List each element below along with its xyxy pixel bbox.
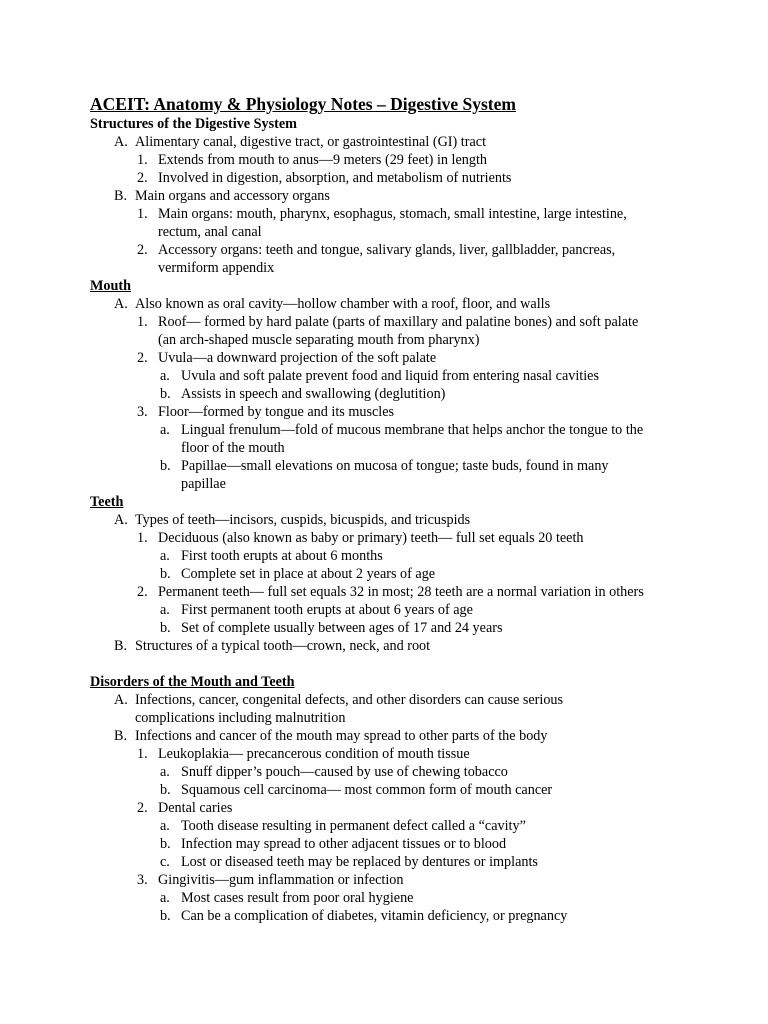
outline-text: Leukoplakia— precancerous condition of mouth tissue — [158, 746, 470, 762]
outline-marker: A. — [114, 134, 128, 150]
outline-item — [90, 691, 690, 709]
outline-item — [90, 619, 690, 637]
outline-item-continuation — [90, 439, 690, 457]
outline-text: Alimentary canal, digestive tract, or gastrointestinal (GI) tract — [135, 134, 487, 150]
outline-text: Gingivitis—gum inflammation or infection — [158, 872, 404, 888]
section-heading: Disorders of the Mouth and Teeth — [90, 674, 295, 690]
outline-item — [90, 313, 690, 331]
outline-marker: 2. — [137, 170, 148, 186]
outline-marker: a. — [160, 764, 170, 780]
outline-item — [90, 745, 690, 763]
outline-text: Complete set in place at about 2 years of age — [181, 566, 436, 582]
outline-marker: a. — [160, 368, 170, 384]
outline-text: Dental caries — [158, 800, 233, 816]
outline-text: Uvula and soft palate prevent food and liquid from entering nasal cavities — [181, 368, 600, 384]
outline-text: Assists in speech and swallowing (deglutition) — [181, 386, 446, 402]
outline-text: Tooth disease resulting in permanent defect called a “cavity” — [181, 818, 526, 834]
document-page — [90, 94, 690, 925]
outline-marker: b. — [160, 836, 171, 852]
outline-marker: 2. — [137, 350, 148, 366]
outline-text: Extends from mouth to anus—9 meters (29 feet) in length — [158, 152, 488, 168]
outline-text: papillae — [181, 476, 226, 492]
outline-text: (an arch-shaped muscle separating mouth from pharynx) — [158, 332, 480, 348]
outline-item — [90, 511, 690, 529]
blank-line — [90, 655, 690, 673]
notes-outline — [90, 115, 690, 925]
outline-marker: 1. — [137, 314, 148, 330]
outline-text: Lost or diseased teeth may be replaced by dentures or implants — [181, 854, 538, 870]
outline-text: Deciduous (also known as baby or primary) teeth— full set equals 20 teeth — [158, 530, 584, 546]
outline-item — [90, 295, 690, 313]
outline-text: Most cases result from poor oral hygiene — [181, 890, 414, 906]
outline-item — [90, 205, 690, 223]
outline-item — [90, 403, 690, 421]
outline-item — [90, 781, 690, 799]
outline-item-continuation — [90, 331, 690, 349]
outline-marker: 1. — [137, 206, 148, 222]
outline-item — [90, 241, 690, 259]
section-heading: Structures of the Digestive System — [90, 116, 297, 132]
outline-text: First tooth erupts at about 6 months — [181, 548, 383, 564]
outline-item — [90, 637, 690, 655]
outline-text: Structures of a typical tooth—crown, neck, and root — [135, 638, 431, 654]
outline-item — [90, 349, 690, 367]
outline-item — [90, 727, 690, 745]
outline-marker: 1. — [137, 152, 148, 168]
outline-marker: B. — [114, 188, 128, 204]
outline-text: Lingual frenulum—fold of mucous membrane that helps anchor the tongue to the — [181, 422, 644, 438]
outline-marker: c. — [160, 854, 170, 870]
outline-marker: b. — [160, 458, 171, 474]
outline-item — [90, 529, 690, 547]
outline-text: First permanent tooth erupts at about 6 years of age — [181, 602, 473, 618]
outline-marker: a. — [160, 548, 170, 564]
outline-marker: A. — [114, 512, 128, 528]
outline-item — [90, 187, 690, 205]
outline-item-continuation — [90, 475, 690, 493]
outline-item — [90, 169, 690, 187]
outline-text: Squamous cell carcinoma— most common form of mouth cancer — [181, 782, 553, 798]
outline-marker: b. — [160, 908, 171, 924]
outline-item — [90, 763, 690, 781]
outline-marker: b. — [160, 620, 171, 636]
outline-marker: A. — [114, 296, 128, 312]
outline-marker: b. — [160, 566, 171, 582]
outline-item — [90, 835, 690, 853]
outline-item — [90, 601, 690, 619]
outline-item — [90, 133, 690, 151]
section-heading: Mouth — [90, 278, 131, 294]
outline-marker: a. — [160, 818, 170, 834]
outline-marker: B. — [114, 728, 128, 744]
outline-item-continuation — [90, 259, 690, 277]
outline-marker: a. — [160, 890, 170, 906]
outline-marker: b. — [160, 782, 171, 798]
outline-item — [90, 799, 690, 817]
outline-text: Involved in digestion, absorption, and metabolism of nutrients — [158, 170, 512, 186]
section-heading: Teeth — [90, 494, 124, 510]
outline-marker: 3. — [137, 872, 148, 888]
outline-item — [90, 889, 690, 907]
outline-item — [90, 907, 690, 925]
outline-text: Also known as oral cavity—hollow chamber with a roof, floor, and walls — [135, 296, 551, 312]
outline-item — [90, 385, 690, 403]
outline-marker: 2. — [137, 800, 148, 816]
outline-text: Set of complete usually between ages of 17 and 24 years — [181, 620, 503, 636]
outline-item-continuation — [90, 709, 690, 727]
outline-item — [90, 853, 690, 871]
outline-item — [90, 547, 690, 565]
outline-item — [90, 421, 690, 439]
outline-text: Infections and cancer of the mouth may spread to other parts of the body — [135, 728, 548, 744]
outline-marker: a. — [160, 422, 170, 438]
outline-text: Infections, cancer, congenital defects, and other disorders can cause serious — [135, 692, 564, 708]
outline-text: Floor—formed by tongue and its muscles — [158, 404, 395, 420]
document-title: ACEIT: Anatomy & Physiology Notes – Digestive System — [90, 94, 516, 114]
outline-item — [90, 817, 690, 835]
outline-item — [90, 367, 690, 385]
outline-text: rectum, anal canal — [158, 224, 262, 240]
outline-marker: B. — [114, 638, 128, 654]
outline-text: Uvula—a downward projection of the soft palate — [158, 350, 437, 366]
outline-text: vermiform appendix — [158, 260, 275, 276]
outline-marker: 2. — [137, 584, 148, 600]
outline-text: Accessory organs: teeth and tongue, salivary glands, liver, gallbladder, pancreas, — [158, 242, 616, 258]
outline-marker: a. — [160, 602, 170, 618]
outline-text: floor of the mouth — [181, 440, 285, 456]
outline-text: Permanent teeth— full set equals 32 in most; 28 teeth are a normal variation in others — [158, 584, 644, 600]
outline-item-continuation — [90, 223, 690, 241]
outline-text: Papillae—small elevations on mucosa of tongue; taste buds, found in many — [181, 458, 609, 474]
outline-text: Main organs: mouth, pharynx, esophagus, stomach, small intestine, large intestine, — [158, 206, 627, 222]
outline-marker: 2. — [137, 242, 148, 258]
outline-marker: b. — [160, 386, 171, 402]
outline-item — [90, 871, 690, 889]
outline-text: Roof— formed by hard palate (parts of maxillary and palatine bones) and soft palate — [158, 314, 639, 330]
outline-text: Types of teeth—incisors, cuspids, bicuspids, and tricuspids — [135, 512, 471, 528]
outline-marker: A. — [114, 692, 128, 708]
outline-text: complications including malnutrition — [135, 710, 346, 726]
outline-marker: 1. — [137, 530, 148, 546]
outline-item — [90, 151, 690, 169]
outline-text: Can be a complication of diabetes, vitamin deficiency, or pregnancy — [181, 908, 568, 924]
outline-text: Snuff dipper’s pouch—caused by use of chewing tobacco — [181, 764, 508, 780]
outline-text: Main organs and accessory organs — [135, 188, 330, 204]
outline-marker: 1. — [137, 746, 148, 762]
outline-item — [90, 457, 690, 475]
outline-item — [90, 565, 690, 583]
outline-item — [90, 583, 690, 601]
outline-marker: 3. — [137, 404, 148, 420]
outline-text: Infection may spread to other adjacent tissues or to blood — [181, 836, 507, 852]
